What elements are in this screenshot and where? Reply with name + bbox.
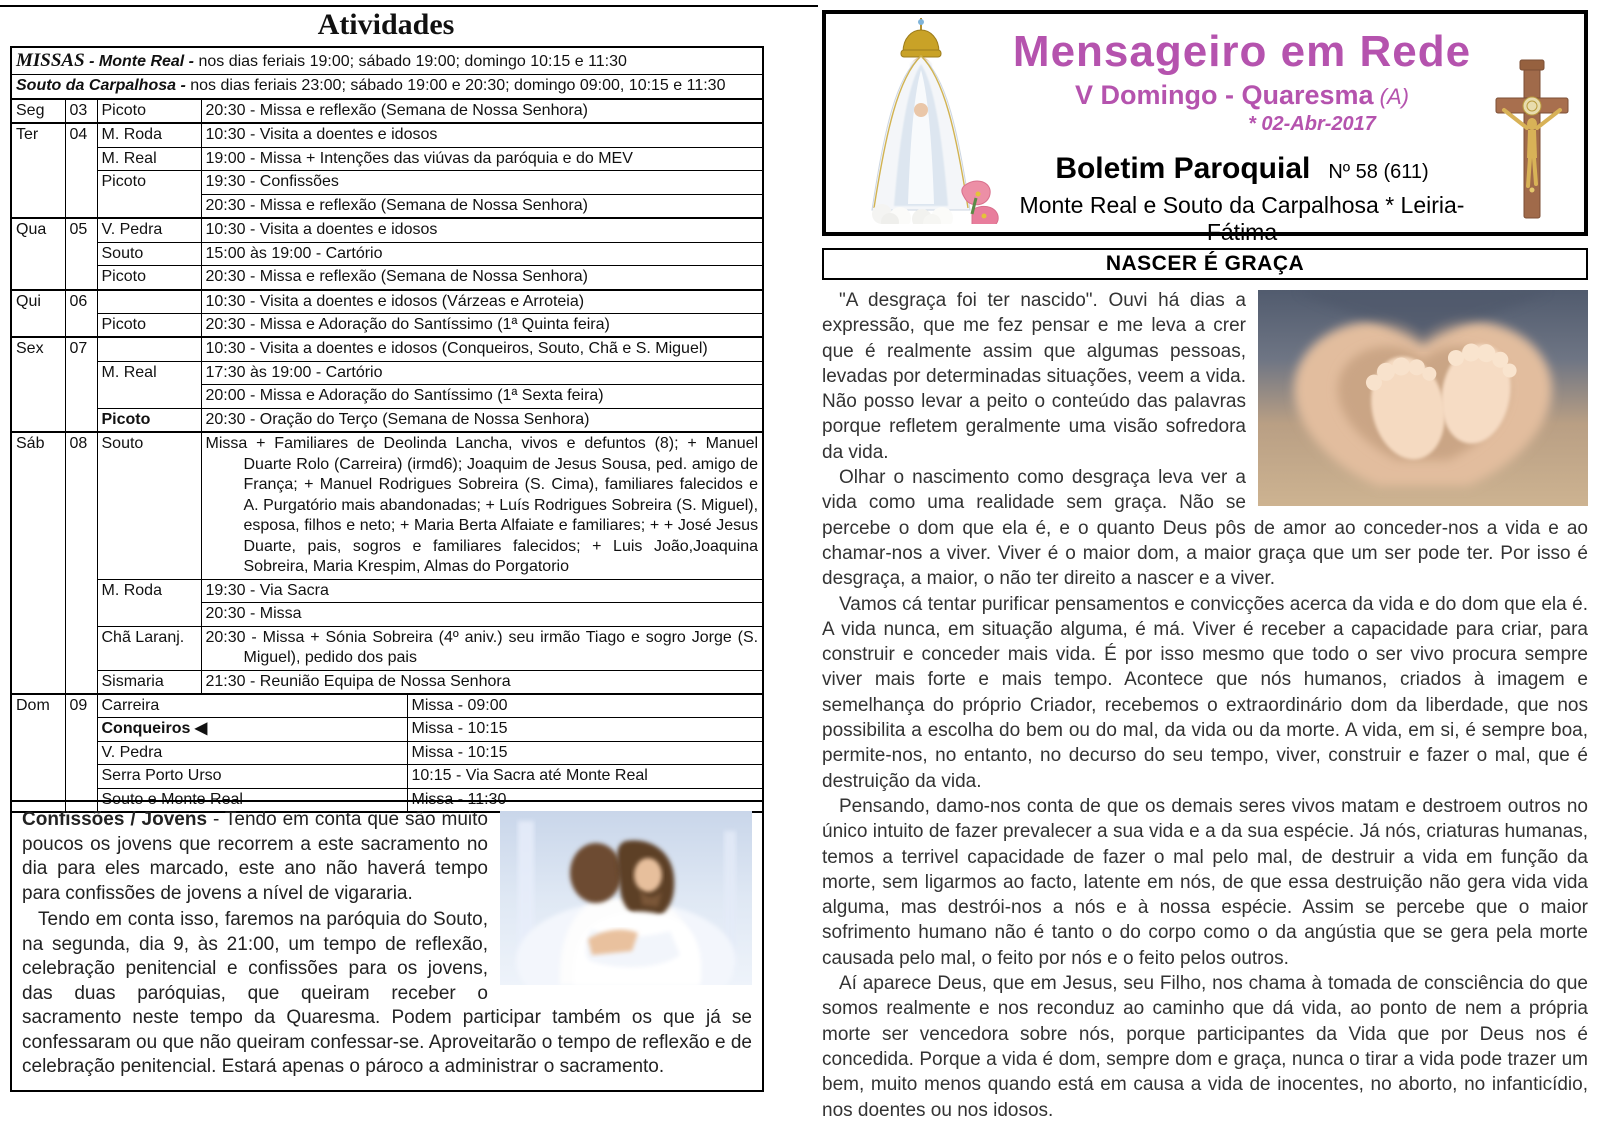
schedule-place-cell: Carreira xyxy=(97,694,407,718)
schedule-day-cell: Qua xyxy=(11,218,65,289)
bulletin-number: Nº 58 (611) xyxy=(1328,161,1429,183)
schedule-row xyxy=(11,694,763,718)
schedule-desc-cell: 20:30 - Missa xyxy=(201,603,763,626)
schedule-desc-cell: 20:30 - Oração do Terço (Semana de Nossa Senhora) xyxy=(201,408,763,432)
schedule-desc-cell: 20:30 - Missa + Sónia Sobreira (4º aniv.) seu irmão Tiago e sogro Jorge (S. Miguel), pedido dos pais xyxy=(201,626,763,670)
schedule-place-cell: M. Roda xyxy=(97,579,201,626)
schedule-row xyxy=(11,266,763,290)
schedule-place-cell: Chã Laranj. xyxy=(97,626,201,670)
schedule-place-cell: Souto xyxy=(97,432,201,579)
confessions-box xyxy=(10,800,764,1092)
schedule-row xyxy=(11,718,763,741)
fatima-statue-image xyxy=(826,14,1004,232)
masthead xyxy=(822,10,1588,245)
schedule-row xyxy=(11,408,763,432)
article-paragraph: Pensando, damo-nos conta de que os demais seres vivos matam e destroem outros no único intuito de fazer prevalecer a sua vida e a da sua espécie. Já nós, criaturas humanas, temos a terrivel capacidade de fazer o mal pelo mal, de destruir a vida em função da morte, sem ligarmos ao facto, latente em nós, de que essa destruição não gera vida vida alguma, mas destrói-nos a nós e à nossa espécie. Assim se percebe que o maior sofrimento humano não é tanto o do corpo como o da angústia que se gera pela morte causada pelo mal, o feito por nós e o feito pelos outros. xyxy=(822,795,1588,969)
schedule-desc-cell: 17:30 às 19:00 - Cartório xyxy=(201,361,763,384)
schedule-place-cell: Picoto xyxy=(97,408,201,432)
schedule-row xyxy=(11,290,763,314)
schedule-desc-cell: 19:30 - Confissões xyxy=(201,171,763,194)
bulletin-line xyxy=(1004,152,1480,186)
schedule-row xyxy=(11,314,763,338)
masses-times-2: nos dias feriais 23:00; sábado 19:00 e 20:30; domingo 09:00, 10:15 e 11:30 xyxy=(190,77,726,95)
schedule-place-cell: Picoto xyxy=(97,171,201,218)
schedule-desc-cell: 20:30 - Missa e reflexão (Semana de Nossa Senhora) xyxy=(201,194,763,218)
article-title: NASCER É GRAÇA xyxy=(822,248,1588,280)
schedule-time-cell: Missa - 11:30 xyxy=(407,788,763,812)
jesus-embrace-image xyxy=(500,811,752,985)
masses-times: nos dias feriais 19:00; sábado 19:00; domingo 10:15 e 11:30 xyxy=(198,53,627,70)
masses-label: MISSAS xyxy=(16,50,85,71)
bulletin-name: Boletim Paroquial xyxy=(1055,152,1311,185)
subtitle-cycle: (A) xyxy=(1373,84,1409,109)
schedule-row xyxy=(11,361,763,384)
schedule-desc-cell: Missa + Familiares de Deolinda Lancha, vivos e defuntos (8); + Manuel Duarte Rolo (Carreira) (irmd6); Joaquim de Jesus Sousa, ped. amigo de França; + Manuel Rodrigues Sobreira (S. Cima), familiares falecidos e A. Purgatório mais abandonadas; + Luís Rodrigues Sobreira (S. Miguel), esposa, filhos e neto; + Maria Berta Alfaiate e familiares; + + José Jesus Duarte, pais, sogros e familiares falecidos; + Luis João,Joaquina Sobreira, Maria Krespim, Almas do Porgatorio xyxy=(201,432,763,579)
schedule-desc-cell: 15:00 às 19:00 - Cartório xyxy=(201,242,763,265)
schedule-desc-cell: 20:30 - Missa e reflexão (Semana de Nossa Senhora) xyxy=(201,266,763,290)
bulletin-subtitle xyxy=(1004,80,1480,111)
schedule-place-cell: V. Pedra xyxy=(97,741,407,764)
schedule-date-cell: 05 xyxy=(65,218,97,289)
schedule-date-cell: 03 xyxy=(65,99,97,123)
schedule-row xyxy=(11,765,763,788)
schedule-row xyxy=(11,337,763,361)
parishes-line: Monte Real e Souto da Carpalhosa * Leiria-Fátima xyxy=(1019,192,1465,245)
activities-title: Atividades xyxy=(317,8,455,41)
schedule-place-cell: Picoto xyxy=(97,266,201,290)
left-page xyxy=(10,0,762,1084)
schedule-day-cell: Qui xyxy=(11,290,65,338)
schedule-place-cell xyxy=(97,337,201,361)
schedule-row xyxy=(11,579,763,602)
masthead-center xyxy=(1004,14,1480,245)
schedule-row xyxy=(11,670,763,694)
schedule-row xyxy=(11,99,763,123)
schedule-place-cell: M. Real xyxy=(97,361,201,408)
schedule-place-cell: Picoto xyxy=(97,314,201,338)
schedule-place-cell: Conqueiros ◀ xyxy=(97,718,407,741)
schedule-place-cell: Souto xyxy=(97,242,201,265)
schedule-place-cell: Picoto xyxy=(97,99,201,123)
schedule-date-cell: 07 xyxy=(65,337,97,432)
masses-place-label-2: Souto da Carpalhosa - xyxy=(16,77,191,95)
subtitle-text: V Domingo - Quaresma xyxy=(1074,80,1374,110)
schedule-day-cell: Sáb xyxy=(11,432,65,694)
confessions-paragraph-2: Tendo em conta isso, faremos na paróquia do Souto, na segunda, dia 9, às 21:00, um tempo de reflexão, celebração penitencial e confissões para os jovens, das duas paróquias, que queiram receber o sacramento neste tempo da Quaresma. Podem participar também os que já se confessaram ou que não queiram confessar-se. Aproveitarão o tempo de reflexão e de celebração penitencial. Estará apenas o pároco a administrar o sacramento. xyxy=(22,909,752,1077)
article-paragraph: Aí aparece Deus, que em Jesus, seu Filho, nos chama à tomada de consciência do que somos realmente e nos reconduz ao caminho que dá vida, ao ponto de nem a própria morte ser vencedora sobre nós, porque participantes da Vida que por Deus nos é concedida. Porque a vida é dom, sempre dom e graça, nunca o tirar a vida pode trazer um bem, muito menos quando está em causa a vida de inocentes, no aborto, no infanticídio, nos doentes ou nos idosos. xyxy=(822,973,1588,1121)
confessions-text-1: - Tendo em conta que são muito poucos os jovens que recorrem a este sacramento no dia para eles marcado, este ano não haverá tempo para confissões de jovens a nível de vigararia. xyxy=(22,809,489,904)
schedule-date-cell: 04 xyxy=(65,123,97,218)
schedule-desc-cell: 20:30 - Missa e reflexão (Semana de Nossa Senhora) xyxy=(201,99,763,123)
schedule-desc-cell: 20:30 - Missa e Adoração do Santíssimo (1ª Quinta feira) xyxy=(201,314,763,338)
article-body xyxy=(822,288,1588,1123)
schedule-date-cell: 09 xyxy=(65,694,97,812)
schedule-place-cell: Serra Porto Urso xyxy=(97,765,407,788)
masses-line-2 xyxy=(11,75,763,99)
schedule-time-cell: Missa - 10:15 xyxy=(407,741,763,764)
schedule-desc-cell: 10:30 - Visita a doentes e idosos xyxy=(201,123,763,147)
schedule-day-cell: Ter xyxy=(11,123,65,218)
schedule-place-cell: M. Real xyxy=(97,147,201,170)
schedule-place-cell: Souto e Monte Real xyxy=(97,788,407,812)
schedule-desc-cell: 10:30 - Visita a doentes e idosos xyxy=(201,218,763,242)
schedule-time-cell: 10:15 - Via Sacra até Monte Real xyxy=(407,765,763,788)
schedule-row xyxy=(11,123,763,147)
masses-place-label: - Monte Real - xyxy=(84,53,199,70)
bulletin-title: Mensageiro em Rede xyxy=(1012,27,1472,76)
schedule-row xyxy=(11,218,763,242)
schedule-time-cell: Missa - 10:15 xyxy=(407,718,763,741)
schedule-desc-cell: 10:30 - Visita a doentes e idosos (Várzeas e Arroteia) xyxy=(201,290,763,314)
schedule-row xyxy=(11,741,763,764)
schedule-place-cell: Sismaria xyxy=(97,670,201,694)
schedule-date-cell: 08 xyxy=(65,432,97,694)
schedule-place-cell: M. Roda xyxy=(97,123,201,147)
schedule-day-cell: Seg xyxy=(11,99,65,123)
schedule-time-cell: Missa - 09:00 xyxy=(407,694,763,718)
schedule-desc-cell: 19:30 - Via Sacra xyxy=(201,579,763,602)
mass-schedule-table xyxy=(10,46,764,813)
schedule-row xyxy=(11,171,763,194)
schedule-row xyxy=(11,626,763,670)
schedule-date-cell: 06 xyxy=(65,290,97,338)
schedule-header-row-1 xyxy=(11,47,763,75)
crucifix-image xyxy=(1480,14,1584,232)
schedule-row xyxy=(11,147,763,170)
article-paragraph: Olhar o nascimento como desgraça leva ver a vida como uma realidade sem graça. Não se percebe o dom que ela é, e o quanto Deus pôs de amor ao conceder-nos a vida e ao chamar-nos a viver. Viver é o maior dom, a maior graça que um ser pode ter. Por isso é desgraça, a maior, o não ter direito a nascer e a viver. xyxy=(822,467,1588,590)
schedule-desc-cell: 19:00 - Missa + Intenções das viúvas da paróquia e do MEV xyxy=(201,147,763,170)
schedule-day-cell: Dom xyxy=(11,694,65,812)
page-top-rule xyxy=(0,5,818,7)
schedule-desc-cell: 20:00 - Missa e Adoração do Santíssimo (1ª Sexta feira) xyxy=(201,385,763,408)
right-page xyxy=(822,0,1588,1121)
schedule-header-row-2 xyxy=(11,75,763,99)
schedule-desc-cell: 10:30 - Visita a doentes e idosos (Conqueiros, Souto, Chã e S. Miguel) xyxy=(201,337,763,361)
baby-feet-image xyxy=(1258,290,1588,506)
article-paragraph: Vamos cá tentar purificar pensamentos e convicções acerca da vida e do dom que ela é. A vida nunca, em situação alguma, é má. Viver é receber a capacidade para criar, para construir e conceder mais vida. É por isso mesmo que todo o ser vivo procura sempre viver mais forte e mais tempo. Acontece que nós humanos, criados à imagem e semelhança do próprio Criador, recebemos o extraordinário dom da liberdade, que nos possibilita a escolha do bem ou do mal, da vida ou da morte. A vida, em si, é sempre boa, permite-nos, no entanto, no decurso do seu tempo, viver, construir e fazer o mal, que é destruição da vida. xyxy=(822,593,1588,792)
bulletin-date: * 02-Abr-2017 xyxy=(1248,113,1376,135)
schedule-place-cell: V. Pedra xyxy=(97,218,201,242)
schedule-row xyxy=(11,432,763,579)
schedule-row xyxy=(11,242,763,265)
schedule-place-cell xyxy=(97,290,201,314)
schedule-day-cell: Sex xyxy=(11,337,65,432)
masses-line-1 xyxy=(11,47,763,75)
schedule-desc-cell: 21:30 - Reunião Equipa de Nossa Senhora xyxy=(201,670,763,694)
article-paragraph: "A desgraça foi ter nascido". Ouvi há dias a expressão, que me fez pensar e me leva a crer que é realmente assim que algumas pessoas, levadas por determinadas situações, veem a vida. Não posso levar a peito o conteúdo das palavras porque refletem geralmente uma visão sofredora da vida. xyxy=(822,290,1246,463)
confessions-lead: Confissões / Jovens xyxy=(22,809,208,830)
